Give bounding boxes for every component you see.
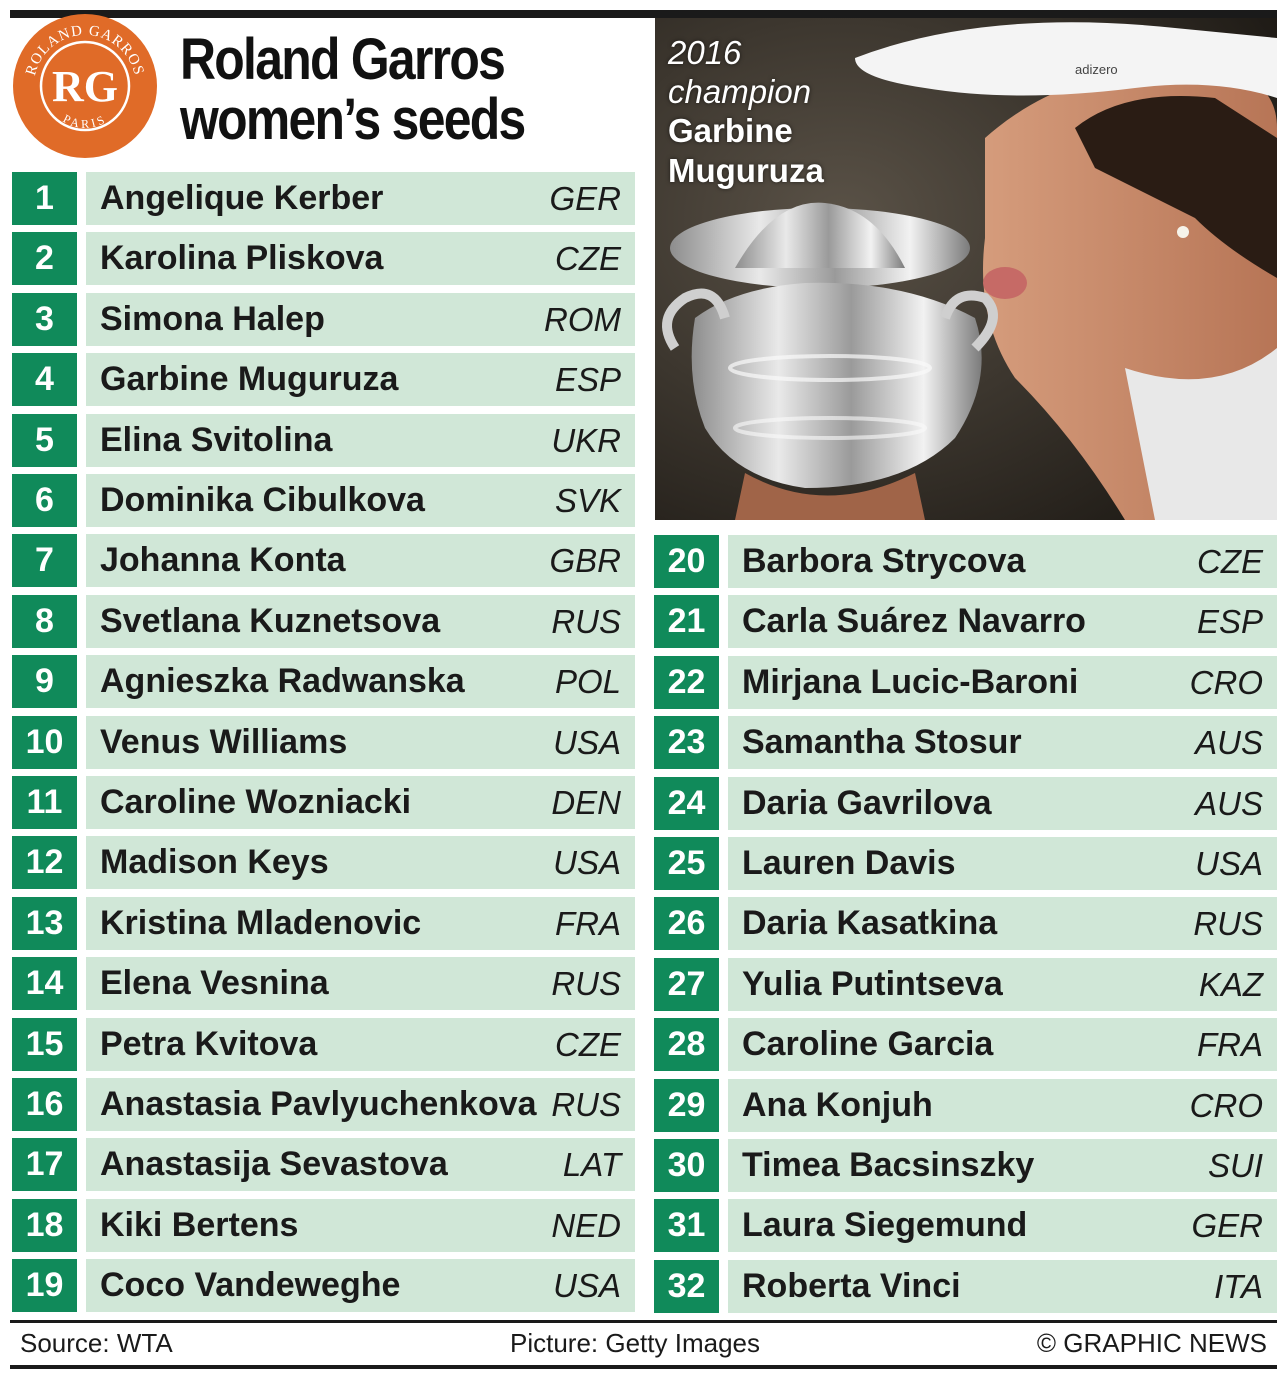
seed-cell [728,1139,1277,1192]
seed-cell [728,595,1277,648]
country-code: KAZ [1198,966,1263,1003]
country-code: RUS [551,603,621,640]
seed-number: 12 [12,836,77,889]
logo-monogram: RG [52,62,118,111]
seed-number: 5 [12,414,77,467]
country-code: AUS [1195,724,1263,761]
player-name: Lauren Davis [742,844,956,882]
player-name: Madison Keys [100,843,329,881]
seed-number: 21 [654,595,719,648]
player-name: Elina Svitolina [100,421,333,459]
source-credit: Source: WTA [20,1328,173,1358]
seed-number: 3 [12,293,77,346]
country-code: ITA [1214,1268,1263,1305]
seed-cell [728,897,1277,950]
country-code: USA [553,724,621,761]
country-code: NED [551,1207,621,1244]
seed-cell [728,837,1277,890]
seed-cell [86,1078,635,1131]
seed-number: 9 [12,655,77,708]
country-code: USA [553,1267,621,1304]
seed-number: 20 [654,535,719,588]
seed-number: 19 [12,1259,77,1312]
seed-cell [728,958,1277,1011]
seed-cell [86,776,635,829]
seed-number: 8 [12,595,77,648]
country-code: CZE [1197,543,1263,580]
seed-cell [86,293,635,346]
seed-number: 18 [12,1199,77,1252]
seed-number: 1 [12,172,77,225]
country-code: RUS [551,1086,621,1123]
country-code: USA [1195,845,1263,882]
seed-cell [86,1259,635,1312]
seed-number: 14 [12,957,77,1010]
seed-cell [86,1018,635,1071]
seed-cell [86,595,635,648]
player-name: Carla Suárez Navarro [742,602,1086,640]
country-code: ROM [544,301,621,338]
seed-cell [86,897,635,950]
title-line-1: Roland Garros [180,27,505,92]
seed-number: 4 [12,353,77,406]
footer-rule [10,1320,1277,1323]
seed-cell [86,353,635,406]
country-code: SUI [1207,1147,1263,1184]
seed-cell [86,1138,635,1191]
seed-cell [86,1199,635,1252]
country-code: SVK [554,482,621,519]
player-name: Dominika Cibulkova [100,481,425,519]
player-name: Venus Williams [100,723,348,761]
seed-cell [86,232,635,285]
country-code: UKR [551,422,621,459]
picture-credit: Picture: Getty Images [510,1328,760,1358]
seed-number: 6 [12,474,77,527]
seed-number: 7 [12,534,77,587]
seed-number: 22 [654,656,719,709]
country-code: GBR [549,542,621,579]
country-code: CRO [1189,664,1263,701]
player-name: Elena Vesnina [100,964,329,1002]
player-name: Anastasia Pavlyuchenkova [100,1085,537,1123]
player-name: Johanna Konta [100,541,346,579]
seed-number: 17 [12,1138,77,1191]
seed-number: 16 [12,1078,77,1131]
country-code: ESP [1196,603,1263,640]
seed-number: 28 [654,1018,719,1071]
player-name: Coco Vandeweghe [100,1266,401,1304]
seed-cell [86,836,635,889]
seed-cell [86,655,635,708]
seed-number: 13 [12,897,77,950]
page-title [180,27,525,152]
player-name: Mirjana Lucic-Baroni [742,663,1079,701]
seed-cell [86,414,635,467]
player-name: Caroline Wozniacki [100,783,412,821]
player-name: Timea Bacsinszky [742,1146,1035,1184]
caption-word: champion [668,73,812,110]
country-code: RUS [1193,905,1263,942]
seed-number: 11 [12,776,77,829]
player-name: Daria Gavrilova [742,784,992,822]
seed-cell [728,1199,1277,1252]
caption-year: 2016 [668,34,742,71]
player-name: Barbora Strycova [742,542,1026,580]
bottom-rule [10,1365,1277,1369]
player-name: Yulia Putintseva [742,965,1003,1003]
title-line-2: women’s seeds [180,87,525,152]
country-code: FRA [555,905,621,942]
player-name: Caroline Garcia [742,1025,994,1063]
player-name: Garbine Muguruza [100,360,399,398]
caption-last-name: Muguruza [668,152,824,189]
seed-cell [728,777,1277,830]
player-name: Ana Konjuh [742,1086,933,1124]
player-name: Karolina Pliskova [100,239,384,277]
seed-number: 15 [12,1018,77,1071]
seed-number: 30 [654,1139,719,1192]
top-rule [10,10,1277,18]
player-name: Roberta Vinci [742,1267,961,1305]
seed-cell [728,1018,1277,1071]
seed-cell [728,535,1277,588]
caption-first-name: Garbine [668,112,793,149]
seed-cell [86,172,635,225]
player-name: Petra Kvitova [100,1025,318,1063]
seed-number: 27 [654,958,719,1011]
logo-top-text: ROLAND GARROS [23,22,147,78]
seed-number: 25 [654,837,719,890]
seed-cell [86,957,635,1010]
seed-number: 29 [654,1079,719,1132]
player-name: Daria Kasatkina [742,904,998,942]
seed-cell [86,716,635,769]
seed-number: 10 [12,716,77,769]
seed-cell [728,716,1277,769]
country-code: CRO [1189,1087,1263,1124]
visor-brand: adizero [1075,62,1118,77]
country-code: GER [1191,1207,1263,1244]
player-name: Svetlana Kuznetsova [100,602,441,640]
seed-cell [86,474,635,527]
country-code: ESP [554,361,621,398]
seed-number: 2 [12,232,77,285]
country-code: GER [549,180,621,217]
seed-number: 32 [654,1260,719,1313]
player-name: Simona Halep [100,300,325,338]
country-code: CZE [555,240,621,277]
seed-cell [86,534,635,587]
seed-number: 26 [654,897,719,950]
country-code: AUS [1195,785,1263,822]
country-code: FRA [1197,1026,1263,1063]
roland-garros-logo [12,13,158,159]
country-code: DEN [551,784,621,821]
country-code: RUS [551,965,621,1002]
country-code: POL [554,663,621,700]
seed-cell [728,1260,1277,1313]
seed-number: 23 [654,716,719,769]
player-name: Angelique Kerber [100,179,384,217]
player-name: Kiki Bertens [100,1206,299,1244]
seed-number: 24 [654,777,719,830]
seed-cell [728,1079,1277,1132]
logo-bottom-text: PARIS [60,111,110,131]
country-code: USA [553,844,621,881]
graphic-news-credit: © GRAPHIC NEWS [1036,1328,1267,1358]
player-name: Kristina Mladenovic [100,904,422,942]
country-code: CZE [555,1026,621,1063]
player-name: Agnieszka Radwanska [100,662,465,700]
player-name: Laura Siegemund [742,1206,1028,1244]
player-name: Anastasija Sevastova [100,1145,448,1183]
seed-number: 31 [654,1199,719,1252]
country-code: LAT [562,1146,621,1183]
seed-cell [728,656,1277,709]
player-name: Samantha Stosur [742,723,1022,761]
